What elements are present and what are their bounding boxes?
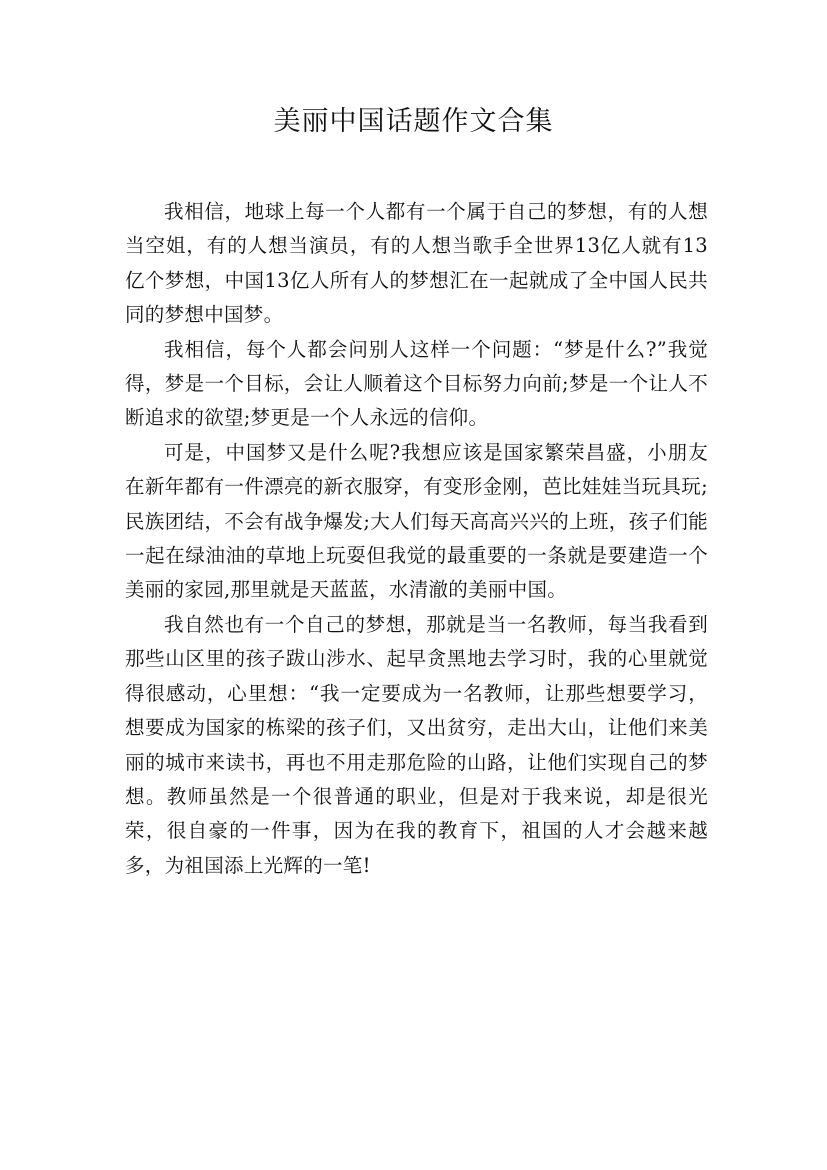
document-title: 美丽中国话题作文合集 xyxy=(273,106,554,137)
document-body xyxy=(125,195,708,883)
paragraph-2: 我相信，每个人都会问别人这样一个问题：“梦是什么?”我觉得，梦是一个目标，会让人顺着这个目标努力向前;梦是一个让人不断追求的欲望;梦更是一个人永远的信仰。 xyxy=(125,337,708,430)
paragraph-1: 我相信，地球上每一个人都有一个属于自己的梦想，有的人想当空姐，有的人想当演员，有的人想当歌手全世界13亿人就有13亿个梦想，中国13亿人所有人的梦想汇在一起就成了全中国人民共同的梦想中国梦。 xyxy=(125,200,708,327)
paragraph-4: 我自然也有一个自己的梦想，那就是当一名教师，每当我看到那些山区里的孩子跋山涉水、起早贪黑地去学习时，我的心里就觉得很感动，心里想：“我一定要成为一名教师，让那些想要学习，想要成为国家的栋梁的孩子们，又出贫穷，走出大山，让他们来美丽的城市来读书，再也不用走那危险的山路，让他们实现自己的梦想。教师虽然是一个很普通的职业，但是对于我来说，却是很光荣，很自豪的一件事，因为在我的教育下，祖国的人才会越来越多，为祖国添上光辉的一笔! xyxy=(125,612,708,877)
paragraph-3: 可是，中国梦又是什么呢?我想应该是国家繁荣昌盛，小朋友在新年都有一件漂亮的新衣服穿，有变形金刚，芭比娃娃当玩具玩;民族团结，不会有战争爆发;大人们每天高高兴兴的上班，孩子们能一起在绿油油的草地上玩耍但我觉的最重要的一条就是要建造一个美丽的家园,那里就是天蓝蓝，水清澈的美丽中国。 xyxy=(125,440,708,602)
